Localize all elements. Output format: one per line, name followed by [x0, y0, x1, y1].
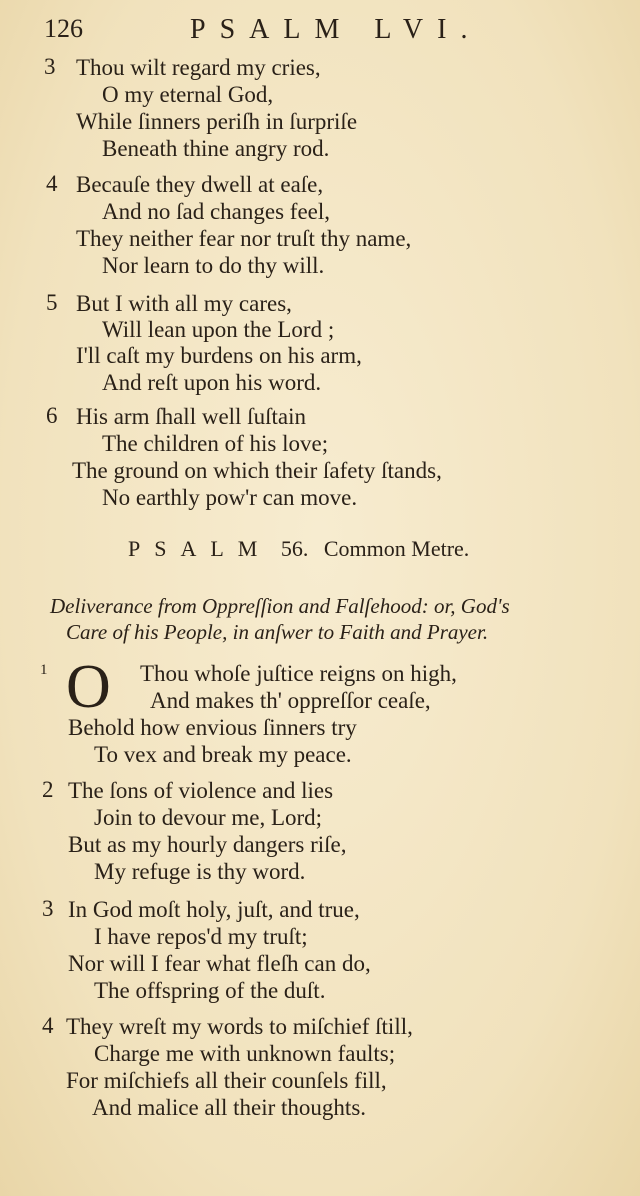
- verse-line: Nor learn to do thy will.: [102, 253, 325, 278]
- verse-line: The ſons of violence and lies: [68, 778, 334, 803]
- verse-line: And malice all their thoughts.: [92, 1095, 367, 1120]
- verse-line: O my eternal God,: [102, 82, 274, 107]
- verse-line: Nor will I fear what fleſh can do,: [68, 951, 371, 976]
- verse-line: I'll caſt my burdens on his arm,: [76, 343, 362, 368]
- verse-number: 3: [44, 54, 56, 79]
- verse-number: 6: [46, 403, 58, 428]
- verse-number: 5: [46, 290, 58, 315]
- psalm-word: PSALM: [128, 536, 272, 561]
- verse-line: Becauſe they dwell at eaſe,: [76, 172, 324, 197]
- verse-line: But as my hourly dangers riſe,: [68, 832, 347, 857]
- verse-line: In God moſt holy, juſt, and true,: [68, 897, 360, 922]
- verse-line: While ſinners periſh in ſurpriſe: [76, 109, 358, 134]
- verse-number: 4: [46, 171, 58, 196]
- verse-line: But I with all my cares,: [76, 291, 292, 316]
- verse-line: Beneath thine angry rod.: [102, 136, 330, 161]
- verse-number: 4: [42, 1013, 54, 1038]
- page-number: 126: [44, 14, 83, 43]
- verse-line: Will lean upon the Lord ;: [102, 317, 335, 342]
- psalm-heading: [128, 536, 469, 562]
- verse-line: The ground on which their ſafety ſtands,: [72, 458, 442, 483]
- verse-line: For miſchiefs all their counſels fill,: [66, 1068, 387, 1093]
- verse-line: And no ſad changes feel,: [102, 199, 331, 224]
- verse-line: The offspring of the duſt.: [94, 978, 326, 1003]
- verse-line: They wreſt my words to miſchief ſtill,: [66, 1014, 413, 1039]
- verse-line: And reſt upon his word.: [102, 370, 322, 395]
- verse-number: 1: [40, 662, 48, 678]
- verse-line: His arm ſhall well ſuſtain: [76, 404, 306, 429]
- verse-line: Join to devour me, Lord;: [94, 805, 323, 830]
- verse-line: I have repos'd my truſt;: [94, 924, 308, 949]
- drop-cap: O: [66, 653, 111, 721]
- metre: Common Metre.: [323, 536, 470, 561]
- verse-line: Behold how envious ſinners try: [68, 715, 357, 740]
- verse-number: 2: [42, 777, 54, 802]
- verse-number: 3: [42, 896, 54, 921]
- verse-line: The children of his love;: [102, 431, 329, 456]
- subtitle-line: Care of his People, in anſwer to Faith and Prayer.: [66, 620, 489, 644]
- verse-line: Thou whoſe juſtice reigns on high,: [140, 661, 457, 686]
- verse-line: Thou wilt regard my cries,: [76, 55, 321, 80]
- verse-line: No earthly pow'r can move.: [102, 485, 358, 510]
- verse-line: My refuge is thy word.: [94, 859, 306, 884]
- verse-line: Charge me with unknown faults;: [94, 1041, 396, 1066]
- verse-line: They neither fear nor truſt thy name,: [76, 226, 412, 251]
- verse-line: To vex and break my peace.: [94, 742, 352, 767]
- verse-line: And makes th' oppreſſor ceaſe,: [150, 688, 431, 713]
- running-head: PSALM LVI.: [190, 14, 482, 45]
- subtitle-line: Deliverance from Oppreſſion and Falſehood: or, God's: [50, 594, 510, 618]
- psalm-number: 56.: [280, 536, 309, 561]
